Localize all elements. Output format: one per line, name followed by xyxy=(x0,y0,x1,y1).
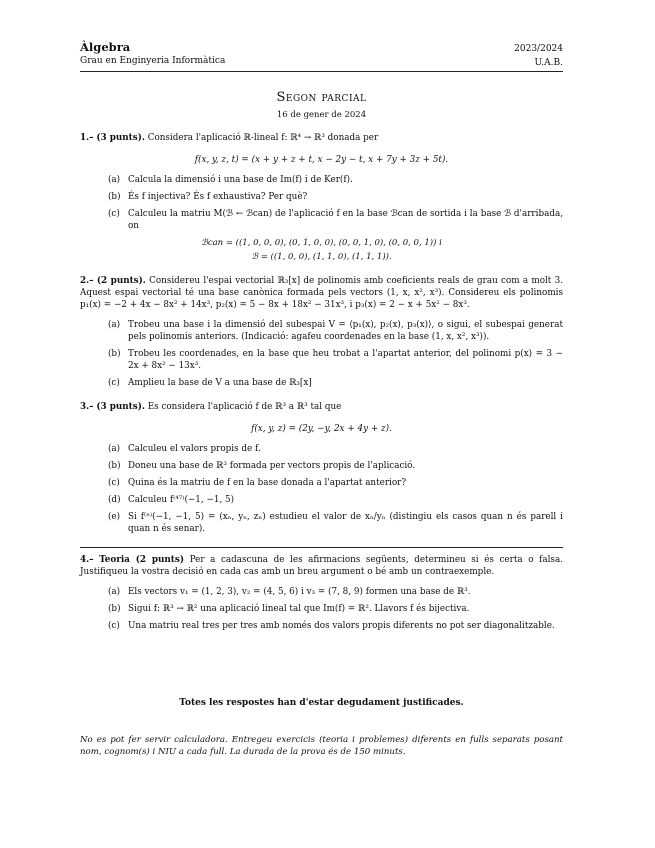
subquestion-text: Calculeu la matriu M(ℬ ← ℬcan) de l'aplicació f en la base ℬcan de sortida i la base ℬ d'arribada, on xyxy=(128,209,563,231)
subquestion xyxy=(108,377,563,389)
problem-1 xyxy=(80,132,563,263)
university: U.A.B. xyxy=(534,58,563,68)
subquestion xyxy=(108,477,563,489)
problem-statement xyxy=(80,401,563,413)
exam-page xyxy=(80,40,563,758)
subquestion-label: (d) xyxy=(108,495,121,505)
subquestion-list xyxy=(108,586,563,632)
subquestion xyxy=(108,620,563,632)
final-note: Totes les respostes han d'estar degudament justificades. xyxy=(179,698,464,708)
subquestion-text: Sigui f: ℝ³ → ℝ² una aplicació lineal tal que Im(f) = ℝ². Llavors f és bijectiva. xyxy=(128,604,470,614)
subquestion xyxy=(108,208,563,232)
subquestion-text: Quina és la matriu de f en la base donada a l'apartat anterior? xyxy=(128,478,407,488)
course-title: Àlgebra xyxy=(80,40,131,54)
subquestion-text: És f injectiva? És f exhaustiva? Per què? xyxy=(128,192,308,202)
exam-instructions: No es pot fer servir calculadora. Entregeu exercicis (teoria i problemes) diferents en fulls separats posant nom, cognom(s) i NIU a cada full. La durada de la prova és de 150 minuts. xyxy=(80,735,563,757)
subquestion-list xyxy=(108,443,563,535)
subquestion-text: Els vectors v₁ = (1, 2, 3), v₂ = (4, 5, 6) i v₃ = (7, 8, 9) formen una base de ℝ³. xyxy=(128,587,471,597)
subquestion-list xyxy=(108,174,563,232)
academic-year: 2023/2024 xyxy=(514,44,563,54)
subquestion-text: Doneu una base de ℝ³ formada per vectors propis de l'aplicació. xyxy=(128,461,416,471)
subquestion xyxy=(108,494,563,506)
subquestion xyxy=(108,511,563,535)
header-right xyxy=(514,40,563,69)
subquestion-label: (b) xyxy=(108,461,121,471)
subquestion-label: (e) xyxy=(108,512,121,522)
problem-text: Per a cadascuna de les afirmacions següents, determineu si és certa o falsa. Justifiqueu la vostra decisió en cada cas amb un breu argument o bé amb un contraexemple. xyxy=(80,555,563,577)
header xyxy=(80,40,563,69)
subquestion-text: Amplieu la base de V a una base de ℝ₃[x] xyxy=(128,378,312,388)
problem-4-theory xyxy=(80,554,563,632)
subquestion-text: Calcula la dimensió i una base de Im(f) i de Ker(f). xyxy=(128,175,353,185)
problem-formula: f(x, y, z, t) = (x + y + z + t, x − 2y − t, x + 7y + 3z + 5t). xyxy=(194,155,449,165)
subquestion xyxy=(108,460,563,472)
problem-number: 2.– xyxy=(80,276,94,286)
subquestion-text: Una matriu real tres per tres amb només dos valors propis diferents no pot ser diagonalitzable. xyxy=(128,621,555,631)
problem-points: (3 punts). xyxy=(96,402,145,412)
subquestion xyxy=(108,319,563,343)
subquestion-label: (b) xyxy=(108,604,121,614)
problem-text: Es considera l'aplicació f de ℝ³ a ℝ³ tal que xyxy=(147,402,342,412)
problem-formula: f(x, y, z) = (2y, −y, 2x + 4y + z). xyxy=(251,424,392,434)
basis-b: ℬ = ((1, 0, 0), (1, 1, 0), (1, 1, 1)). xyxy=(251,252,392,262)
exam-date: 16 de gener de 2024 xyxy=(276,110,367,120)
subquestion xyxy=(108,603,563,615)
subquestion-label: (a) xyxy=(108,320,121,330)
subquestion-text: Trobeu una base i la dimensió del subespai V = ⟨p₁(x), p₂(x), p₃(x)⟩, o sigui, el subespai generat pels polinomis anteriors. (Indicació: agafeu coordenades en la base (1, x, x², x³)). xyxy=(128,320,563,342)
subquestion-text: Calculeu f⁽⁴⁷⁾(−1, −1, 5) xyxy=(128,495,235,505)
subquestion xyxy=(108,586,563,598)
problem-number: 3.– xyxy=(80,402,94,412)
subquestion-text: Calculeu el valors propis de f. xyxy=(128,444,261,454)
subquestion xyxy=(108,443,563,455)
header-left xyxy=(80,40,225,67)
subquestion xyxy=(108,348,563,372)
subquestion-label: (c) xyxy=(108,621,120,631)
problem-points: (3 punts). xyxy=(96,133,145,143)
problem-statement xyxy=(80,275,563,311)
subquestion-text: Trobeu les coordenades, en la base que heu trobat a l'apartat anterior, del polinomi p(x) = 3 − 2x + 8x² − 13x³. xyxy=(128,349,563,371)
problem-statement xyxy=(80,132,563,144)
subquestion xyxy=(108,191,563,203)
problem-statement xyxy=(80,554,563,578)
basis-can: ℬcan = ((1, 0, 0, 0), (0, 1, 0, 0), (0, 0, 1, 0), (0, 0, 0, 1)) i xyxy=(201,238,442,248)
header-divider xyxy=(80,71,563,72)
theory-divider-top xyxy=(80,547,563,548)
problem-3 xyxy=(80,401,563,535)
degree-name: Grau en Enginyeria Informàtica xyxy=(80,56,226,66)
subquestion-label: (b) xyxy=(108,349,121,359)
subquestion-label: (a) xyxy=(108,444,121,454)
subquestion-label: (a) xyxy=(108,175,121,185)
problem-text: Considereu l'espai vectorial ℝ₃[x] de polinomis amb coeficients reals de grau com a molt 3. Aquest espai vectorial té una base canònica formada pels vectors (1, x, x², x³). Considereu els polinomis p₁(x) = −2 + 4x − 8x² + 14x³, p₂(x) = 5 − 8x + 18x² − 31x³, i p₃(x) = 2 − x + 5x² − 8x³. xyxy=(80,276,563,310)
subquestion-label: (a) xyxy=(108,587,121,597)
problem-text: Considera l'aplicació ℝ-lineal f: ℝ⁴ → ℝ³ donada per xyxy=(147,133,379,143)
problem-2 xyxy=(80,275,563,389)
subquestion xyxy=(108,174,563,186)
subquestion-list xyxy=(108,319,563,389)
subquestion-label: (b) xyxy=(108,192,121,202)
subquestion-label: (c) xyxy=(108,478,120,488)
subquestion-label: (c) xyxy=(108,209,120,219)
problem-number: 1.– xyxy=(80,133,94,143)
exam-title: Segon parcial xyxy=(276,90,367,105)
subquestion-label: (c) xyxy=(108,378,120,388)
problem-points: (2 punts). xyxy=(96,276,146,286)
problem-number: 4.– xyxy=(80,555,94,565)
subquestion-text: Si f⁽ⁿ⁾(−1, −1, 5) = (xₙ, yₙ, zₙ) estudieu el valor de xₙ/yₙ (distingiu els casos quan n és parell i quan n és senar). xyxy=(128,512,563,534)
problem-points: Teoria (2 punts) xyxy=(99,555,184,565)
